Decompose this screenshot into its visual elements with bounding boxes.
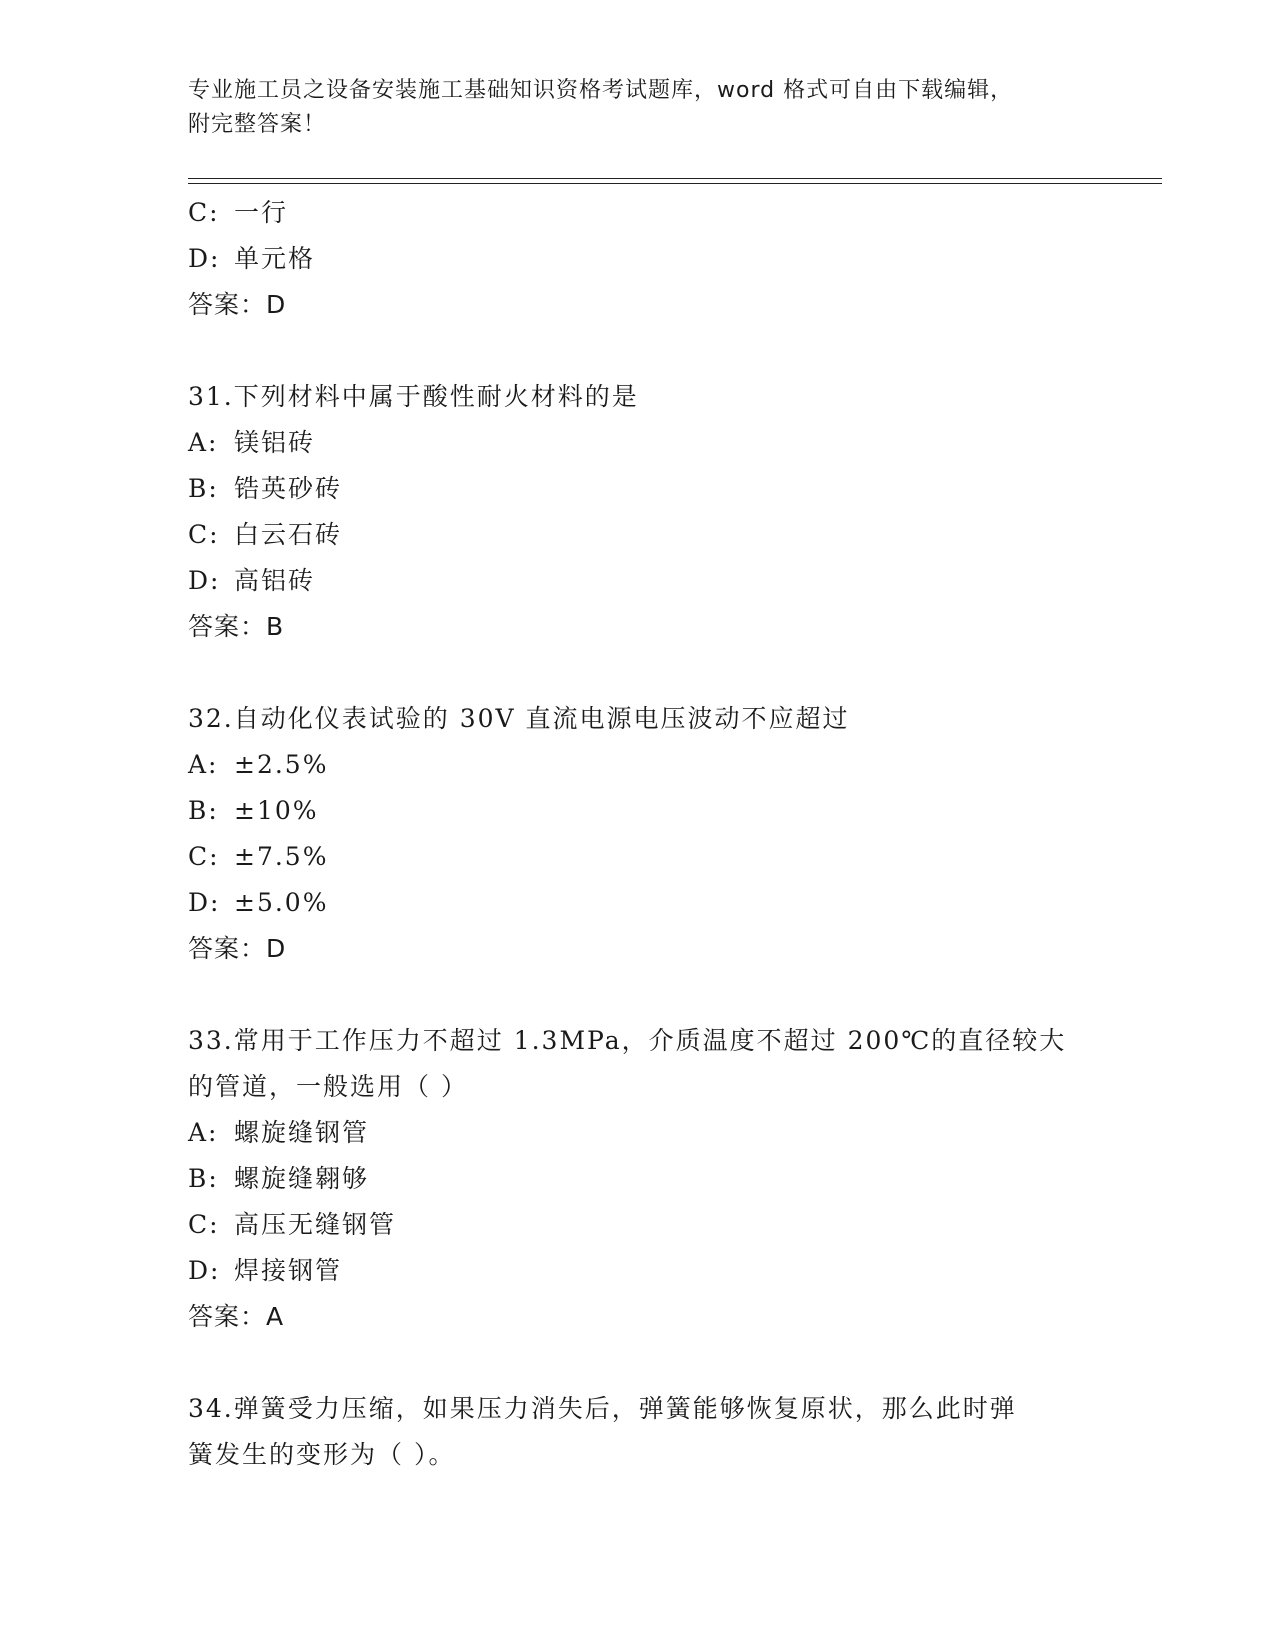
question-34-text-line-1: 34.弹簧受力压缩，如果压力消失后，弹簧能够恢复原状，那么此时弹	[188, 1394, 1017, 1423]
option-label: C:	[188, 1210, 220, 1239]
option-row	[188, 512, 1088, 558]
option-label: C:	[188, 520, 220, 549]
option-text: 高压无缝钢管	[234, 1210, 397, 1239]
document-header	[188, 74, 1088, 142]
header-line-2: 附完整答案！	[188, 112, 327, 137]
option-label: C:	[188, 842, 220, 871]
option-text: 锆英砂砖	[234, 474, 343, 503]
option-text: 螺旋缝钢管	[234, 1118, 370, 1147]
option-label: A:	[188, 428, 219, 457]
option-label: A:	[188, 1118, 219, 1147]
spacer	[188, 328, 1088, 374]
option-row	[188, 1202, 1088, 1248]
option-text: 一行	[234, 198, 289, 227]
spacer	[188, 1340, 1088, 1386]
question-33-text-line-2: 的管道，一般选用（ ）	[188, 1072, 468, 1101]
option-text: 白云石砖	[234, 520, 343, 549]
question-32-text: 32.自动化仪表试验的 30V 直流电源电压波动不应超过	[188, 704, 850, 733]
question-33-text-line-1: 33.常用于工作压力不超过 1.3MPa，介质温度不超过 200℃的直径较大	[188, 1026, 1067, 1055]
option-row	[188, 834, 1088, 880]
option-text: 镁铝砖	[234, 428, 316, 457]
option-label: D:	[188, 888, 221, 917]
option-text: 高铝砖	[234, 566, 316, 595]
option-row	[188, 466, 1088, 512]
option-row	[188, 788, 1088, 834]
option-label: B:	[188, 474, 219, 503]
option-label: A:	[188, 750, 219, 779]
option-text: ±5.0%	[234, 888, 329, 917]
answer-line: 答案：D	[188, 934, 287, 963]
question-content	[188, 190, 1088, 1478]
header-divider-top	[188, 178, 1162, 179]
option-row	[188, 1110, 1088, 1156]
option-row	[188, 742, 1088, 788]
option-label: D:	[188, 566, 221, 595]
option-label: D:	[188, 1256, 221, 1285]
answer-line: 答案：D	[188, 290, 287, 319]
option-label: C:	[188, 198, 220, 227]
option-text: 焊接钢管	[234, 1256, 343, 1285]
option-row	[188, 1156, 1088, 1202]
header-divider-bottom	[188, 183, 1162, 184]
header-line-1: 专业施工员之设备安装施工基础知识资格考试题库，word 格式可自由下载编辑，	[188, 78, 1014, 103]
answer-line: 答案：A	[188, 1302, 285, 1331]
spacer	[188, 972, 1088, 1018]
option-row	[188, 558, 1088, 604]
spacer	[188, 650, 1088, 696]
option-text: 单元格	[234, 244, 316, 273]
option-text: ±7.5%	[234, 842, 329, 871]
option-row	[188, 190, 1088, 236]
option-label: B:	[188, 1164, 219, 1193]
option-row	[188, 420, 1088, 466]
option-row	[188, 236, 1088, 282]
option-text: ±2.5%	[234, 750, 329, 779]
option-label: B:	[188, 796, 219, 825]
option-label: D:	[188, 244, 221, 273]
option-text: 螺旋缝翱够	[234, 1164, 370, 1193]
question-34-text-line-2: 簧发生的变形为（ ）。	[188, 1440, 456, 1469]
option-text: ±10%	[234, 796, 319, 825]
option-row	[188, 880, 1088, 926]
question-31-text: 31.下列材料中属于酸性耐火材料的是	[188, 382, 639, 411]
answer-line: 答案：B	[188, 612, 285, 641]
option-row	[188, 1248, 1088, 1294]
